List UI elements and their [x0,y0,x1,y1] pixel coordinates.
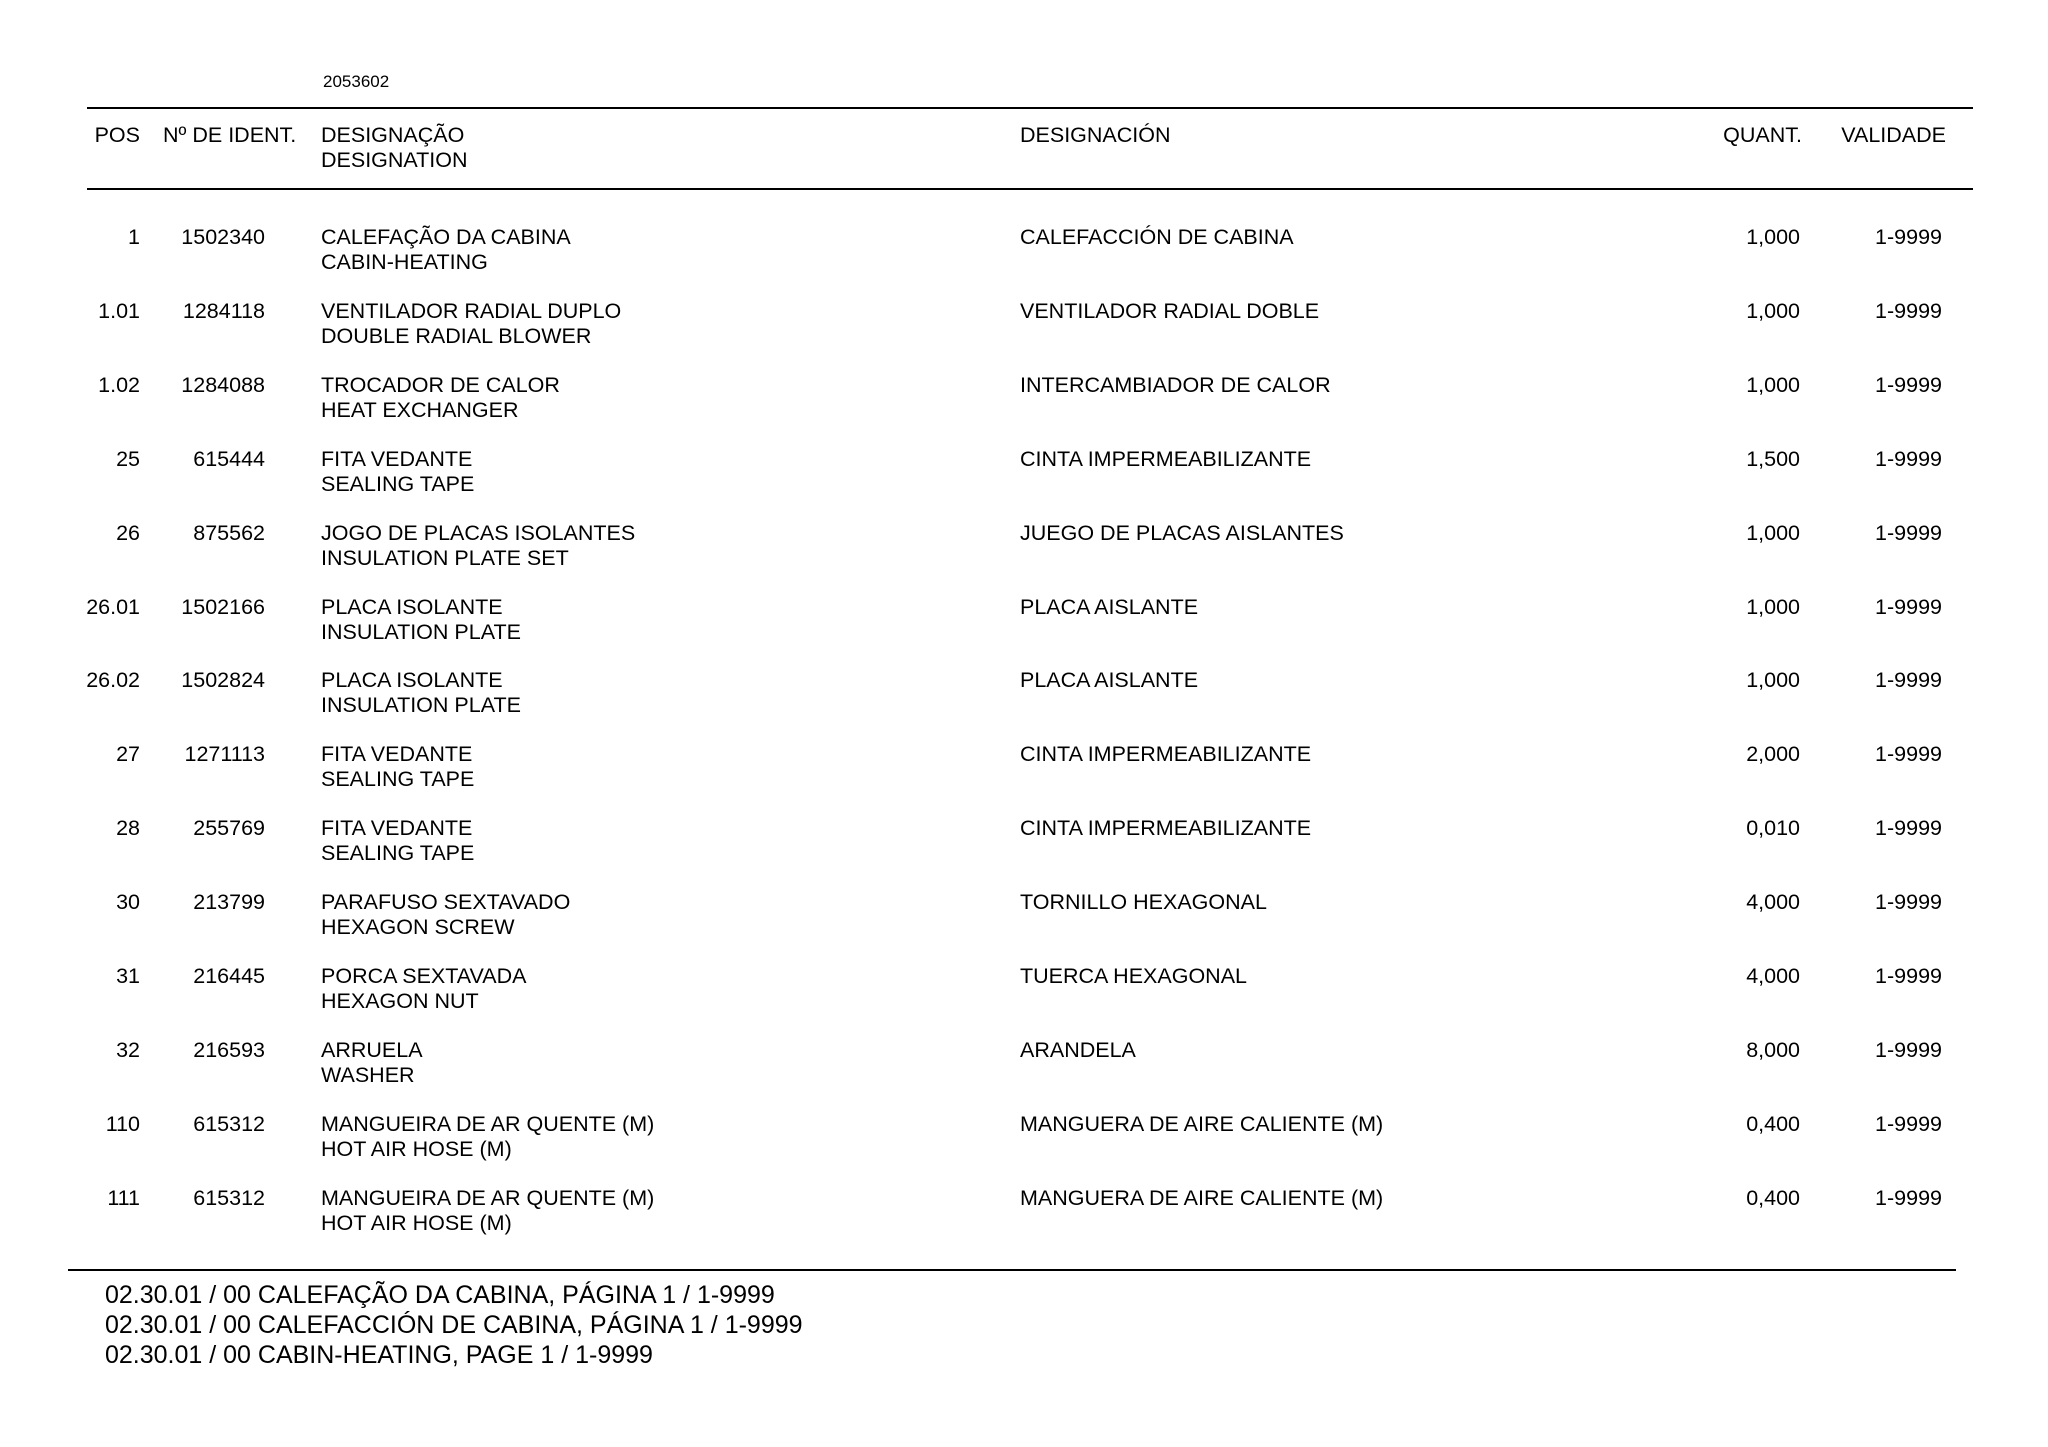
row-validity: 1-9999 [1875,225,1942,249]
row-quantity: 1,500 [1746,446,1800,471]
row-ident-number: 255769 [193,816,265,841]
row-pos: 1.01 [98,298,140,323]
footer-line-en: 02.30.01 / 00 CABIN-HEATING, PAGE 1 / 1-9999 [105,1341,653,1369]
footer-line-es: 02.30.01 / 00 CALEFACCIÓN DE CABINA, PÁGINA 1 / 1-9999 [105,1311,803,1339]
row-quantity: 4,000 [1746,890,1800,915]
row-pos: 1.02 [98,372,140,397]
row-ident-number: 1502824 [181,668,265,693]
row-designation-en: HEXAGON NUT [321,989,479,1013]
row-pos: 25 [116,446,140,471]
header-designation-es: DESIGNACIÓN [1020,123,1171,147]
row-ident-number: 1271113 [184,742,265,767]
row-quantity: 2,000 [1746,742,1800,767]
row-designation-pt: VENTILADOR RADIAL DUPLO [321,298,622,323]
row-pos: 31 [116,964,140,988]
row-quantity: 0,400 [1746,1111,1800,1136]
row-designation-es: JUEGO DE PLACAS AISLANTES [1020,520,1344,545]
row-designation-es: CINTA IMPERMEABILIZANTE [1020,742,1312,767]
row-ident-number: 216445 [193,964,265,988]
row-ident-number: 1284088 [181,372,265,397]
row-designation-en: HEAT EXCHANGER [321,397,519,422]
row-designation-es: ARANDELA [1020,1037,1136,1062]
row-ident-number: 615312 [193,1185,265,1210]
row-designation-en: WASHER [321,1062,415,1087]
row-designation-pt: PORCA SEXTAVADA [321,964,527,988]
row-quantity: 1,000 [1746,594,1800,619]
row-validity: 1-9999 [1875,520,1942,545]
row-designation-en: SEALING TAPE [321,471,475,496]
row-pos: 26.02 [86,668,140,693]
header-designation [321,123,468,173]
row-designation-en: HOT AIR HOSE (M) [321,1210,512,1235]
row-designation [321,521,635,571]
row-designation-en: CABIN-HEATING [321,250,488,274]
row-designation-en: HEXAGON SCREW [321,915,515,940]
row-pos: 1 [128,225,140,249]
document-number: 2053602 [323,72,390,91]
row-designation-pt: FITA VEDANTE [321,816,473,841]
row-pos: 28 [116,816,140,841]
row-validity: 1-9999 [1875,372,1942,397]
row-designation-es: TORNILLO HEXAGONAL [1020,890,1267,915]
row-pos: 27 [116,742,140,767]
row-ident-number: 1284118 [182,298,265,323]
row-designation-es: MANGUERA DE AIRE CALIENTE (M) [1020,1185,1384,1210]
row-designation [321,1186,654,1236]
row-validity: 1-9999 [1875,668,1942,693]
row-designation-es: CINTA IMPERMEABILIZANTE [1020,446,1312,471]
row-designation-pt: FITA VEDANTE [321,742,473,767]
header-quantity: QUANT. [1723,123,1802,147]
row-designation-pt: MANGUEIRA DE AR QUENTE (M) [321,1111,655,1136]
row-designation-en: INSULATION PLATE [321,693,521,718]
row-validity: 1-9999 [1875,742,1942,767]
row-ident-number: 615312 [193,1111,265,1136]
row-designation [321,1112,654,1162]
row-quantity: 1,000 [1746,668,1800,693]
row-ident-number: 213799 [193,890,265,915]
row-validity: 1-9999 [1875,446,1942,471]
row-designation [321,299,621,349]
footer-rule [68,1269,1956,1271]
row-quantity: 0,400 [1746,1185,1800,1210]
row-designation-es: CALEFACCIÓN DE CABINA [1020,225,1294,249]
row-designation [321,447,474,497]
header-rule [87,188,1973,190]
header-pos: POS [94,123,140,147]
row-quantity: 1,000 [1746,372,1800,397]
page-footer [105,1280,803,1370]
row-designation-es: PLACA AISLANTE [1020,594,1199,619]
row-designation-es: TUERCA HEXAGONAL [1020,964,1247,988]
row-ident-number: 875562 [193,520,265,545]
row-validity: 1-9999 [1875,1037,1942,1062]
row-designation-en: SEALING TAPE [321,767,475,792]
row-designation-pt: JOGO DE PLACAS ISOLANTES [321,520,636,545]
row-ident-number: 1502340 [181,225,265,249]
row-designation-pt: PLACA ISOLANTE [321,668,503,693]
row-quantity: 4,000 [1746,964,1800,988]
row-designation-es: PLACA AISLANTE [1020,668,1199,693]
row-pos: 26 [116,520,140,545]
row-designation-en: SEALING TAPE [321,841,475,866]
row-designation-es: CINTA IMPERMEABILIZANTE [1020,816,1312,841]
header-ident: Nº DE IDENT. [163,123,297,147]
row-validity: 1-9999 [1875,1185,1942,1210]
row-designation-en: INSULATION PLATE SET [321,545,569,570]
row-designation-es: VENTILADOR RADIAL DOBLE [1020,298,1320,323]
row-designation-es: MANGUERA DE AIRE CALIENTE (M) [1020,1111,1384,1136]
row-quantity: 1,000 [1746,298,1800,323]
row-quantity: 1,000 [1746,520,1800,545]
row-designation-en: HOT AIR HOSE (M) [321,1136,512,1161]
row-ident-number: 615444 [193,446,265,471]
row-designation [321,1038,423,1088]
row-pos: 110 [105,1111,140,1136]
row-pos: 30 [116,890,140,915]
footer-line-pt: 02.30.01 / 00 CALEFAÇÃO DA CABINA, PÁGINA 1 / 1-9999 [105,1281,775,1309]
row-designation-pt: TROCADOR DE CALOR [321,372,560,397]
row-designation-pt: PARAFUSO SEXTAVADO [321,890,571,915]
row-designation-pt: FITA VEDANTE [321,446,473,471]
row-designation [321,225,571,275]
row-designation [321,373,560,423]
row-validity: 1-9999 [1875,594,1942,619]
row-quantity: 8,000 [1746,1037,1800,1062]
row-pos: 111 [107,1185,140,1210]
row-validity: 1-9999 [1875,964,1942,988]
row-designation [321,964,527,1014]
header-validity: VALIDADE [1841,123,1946,147]
header-designation-en: DESIGNATION [321,148,468,172]
row-designation [321,742,474,792]
top-rule [87,107,1973,109]
row-designation-pt: PLACA ISOLANTE [321,594,503,619]
row-designation-pt: ARRUELA [321,1037,423,1062]
row-validity: 1-9999 [1875,816,1942,841]
row-pos: 32 [116,1037,140,1062]
row-designation [321,668,521,718]
row-designation-en: INSULATION PLATE [321,619,521,644]
row-designation [321,595,521,645]
row-quantity: 0,010 [1746,816,1800,841]
row-ident-number: 1502166 [181,594,265,619]
row-pos: 26.01 [86,594,140,619]
row-designation-en: DOUBLE RADIAL BLOWER [321,323,592,348]
header-designation-pt: DESIGNAÇÃO [321,123,465,147]
row-quantity: 1,000 [1746,225,1800,249]
row-designation [321,890,570,940]
row-designation [321,816,474,866]
row-validity: 1-9999 [1875,890,1942,915]
row-validity: 1-9999 [1875,298,1942,323]
row-designation-pt: MANGUEIRA DE AR QUENTE (M) [321,1185,655,1210]
row-designation-pt: CALEFAÇÃO DA CABINA [321,225,571,249]
row-ident-number: 216593 [193,1037,265,1062]
row-designation-es: INTERCAMBIADOR DE CALOR [1020,372,1331,397]
row-validity: 1-9999 [1875,1111,1942,1136]
